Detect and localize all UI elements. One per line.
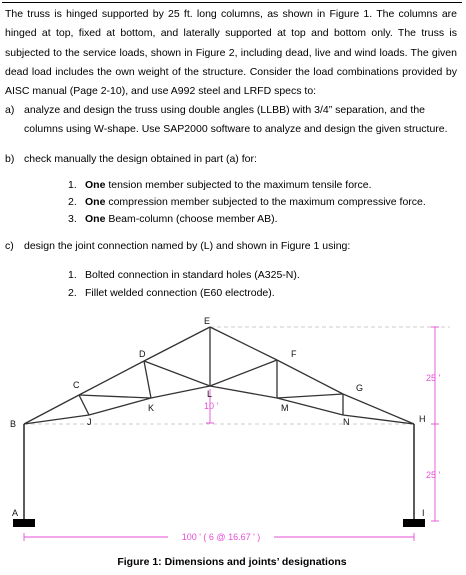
list-text: tension member subjected to the maximum tensile force. xyxy=(105,179,372,191)
truss-figure xyxy=(2,313,462,553)
joint-M-label: M xyxy=(281,403,289,413)
part-b-label: b) xyxy=(5,153,15,165)
list-number: 3. xyxy=(68,213,77,225)
problem-statement: The truss is hinged supported by 25 ft. long columns, as shown in Figure 1. The columns are hinged at top, fixed at bottom, and laterally supported at top and bottom only. The truss is subjected to the service loads, shown in Figure 2, including dead, live and wind loads. The given dead load includes the own weight of the structure. Consider the load combinations provided by AISC manual (Page 2-10), and use A992 steel and LRFD specs to: xyxy=(5,8,457,98)
supports xyxy=(13,519,425,527)
member-CD xyxy=(79,361,144,395)
support-I xyxy=(403,519,425,527)
page xyxy=(2,2,462,571)
list-number: 1. xyxy=(68,179,77,191)
list-text: Bolted connection in standard holes (A325-N). xyxy=(85,269,300,281)
emphasis: One xyxy=(85,196,106,208)
member-LM xyxy=(210,386,277,398)
joint-E-label: E xyxy=(204,316,211,326)
joint-B-label: B xyxy=(10,419,17,429)
dim-height-lower: 25 ' xyxy=(426,470,441,480)
part-a-label: a) xyxy=(5,104,15,116)
member-GM xyxy=(277,394,343,398)
dim-truss-depth: 10 ' xyxy=(204,401,219,411)
joint-L-label: L xyxy=(207,389,213,399)
list-text: Fillet welded connection (E60 electrode). xyxy=(85,287,275,299)
truss-members xyxy=(24,327,414,424)
emphasis: One xyxy=(85,179,106,191)
support-A xyxy=(13,519,35,527)
part-b-text: check manually the design obtained in part (a) for: xyxy=(24,153,257,165)
member-DK xyxy=(144,361,151,398)
list-text: compression member subjected to the maximum compressive force. xyxy=(105,196,426,208)
joint-J-label: J xyxy=(87,417,92,427)
member-FG xyxy=(277,360,343,394)
list-number: 2. xyxy=(68,196,77,208)
member-DL xyxy=(144,361,210,386)
joint-D-label: D xyxy=(139,349,146,359)
joint-G-label: G xyxy=(356,383,364,393)
member-EF xyxy=(210,327,277,360)
dimension-lines xyxy=(24,327,439,541)
joint-K-label: K xyxy=(148,403,155,413)
emphasis: One xyxy=(85,213,106,225)
member-JK xyxy=(89,398,151,415)
part-c-text: design the joint connection named by (L) and shown in Figure 1 using: xyxy=(24,240,351,252)
member-FL xyxy=(210,360,277,386)
part-c-label: c) xyxy=(5,240,14,252)
dim-span: 100 ' ( 6 @ 16.67 ' ) xyxy=(181,532,261,542)
joint-F-label: F xyxy=(291,349,297,359)
part-a-text: analyze and design the truss using double angles (LLBB) with 3/4” separation, and the columns using W-shape. Use SAP2000 software to analyze and design the given structure. xyxy=(24,104,448,136)
member-KL xyxy=(151,386,213,399)
member-CK xyxy=(79,395,151,398)
joint-C-label: C xyxy=(73,380,80,390)
list-number: 2. xyxy=(68,287,77,299)
member-CJ xyxy=(79,395,89,415)
dim-height-upper: 25 ' xyxy=(426,373,441,383)
list-number: 1. xyxy=(68,269,77,281)
joint-N-label: N xyxy=(343,417,350,427)
member-DE xyxy=(144,327,210,361)
figure-caption: Figure 1: Dimensions and joints’ designations xyxy=(117,556,347,568)
joint-H-label: H xyxy=(419,414,426,424)
list-text: Beam-column (choose member AB). xyxy=(105,213,278,225)
joint-A-label: A xyxy=(12,508,19,518)
joint-I-label: I xyxy=(422,508,425,518)
